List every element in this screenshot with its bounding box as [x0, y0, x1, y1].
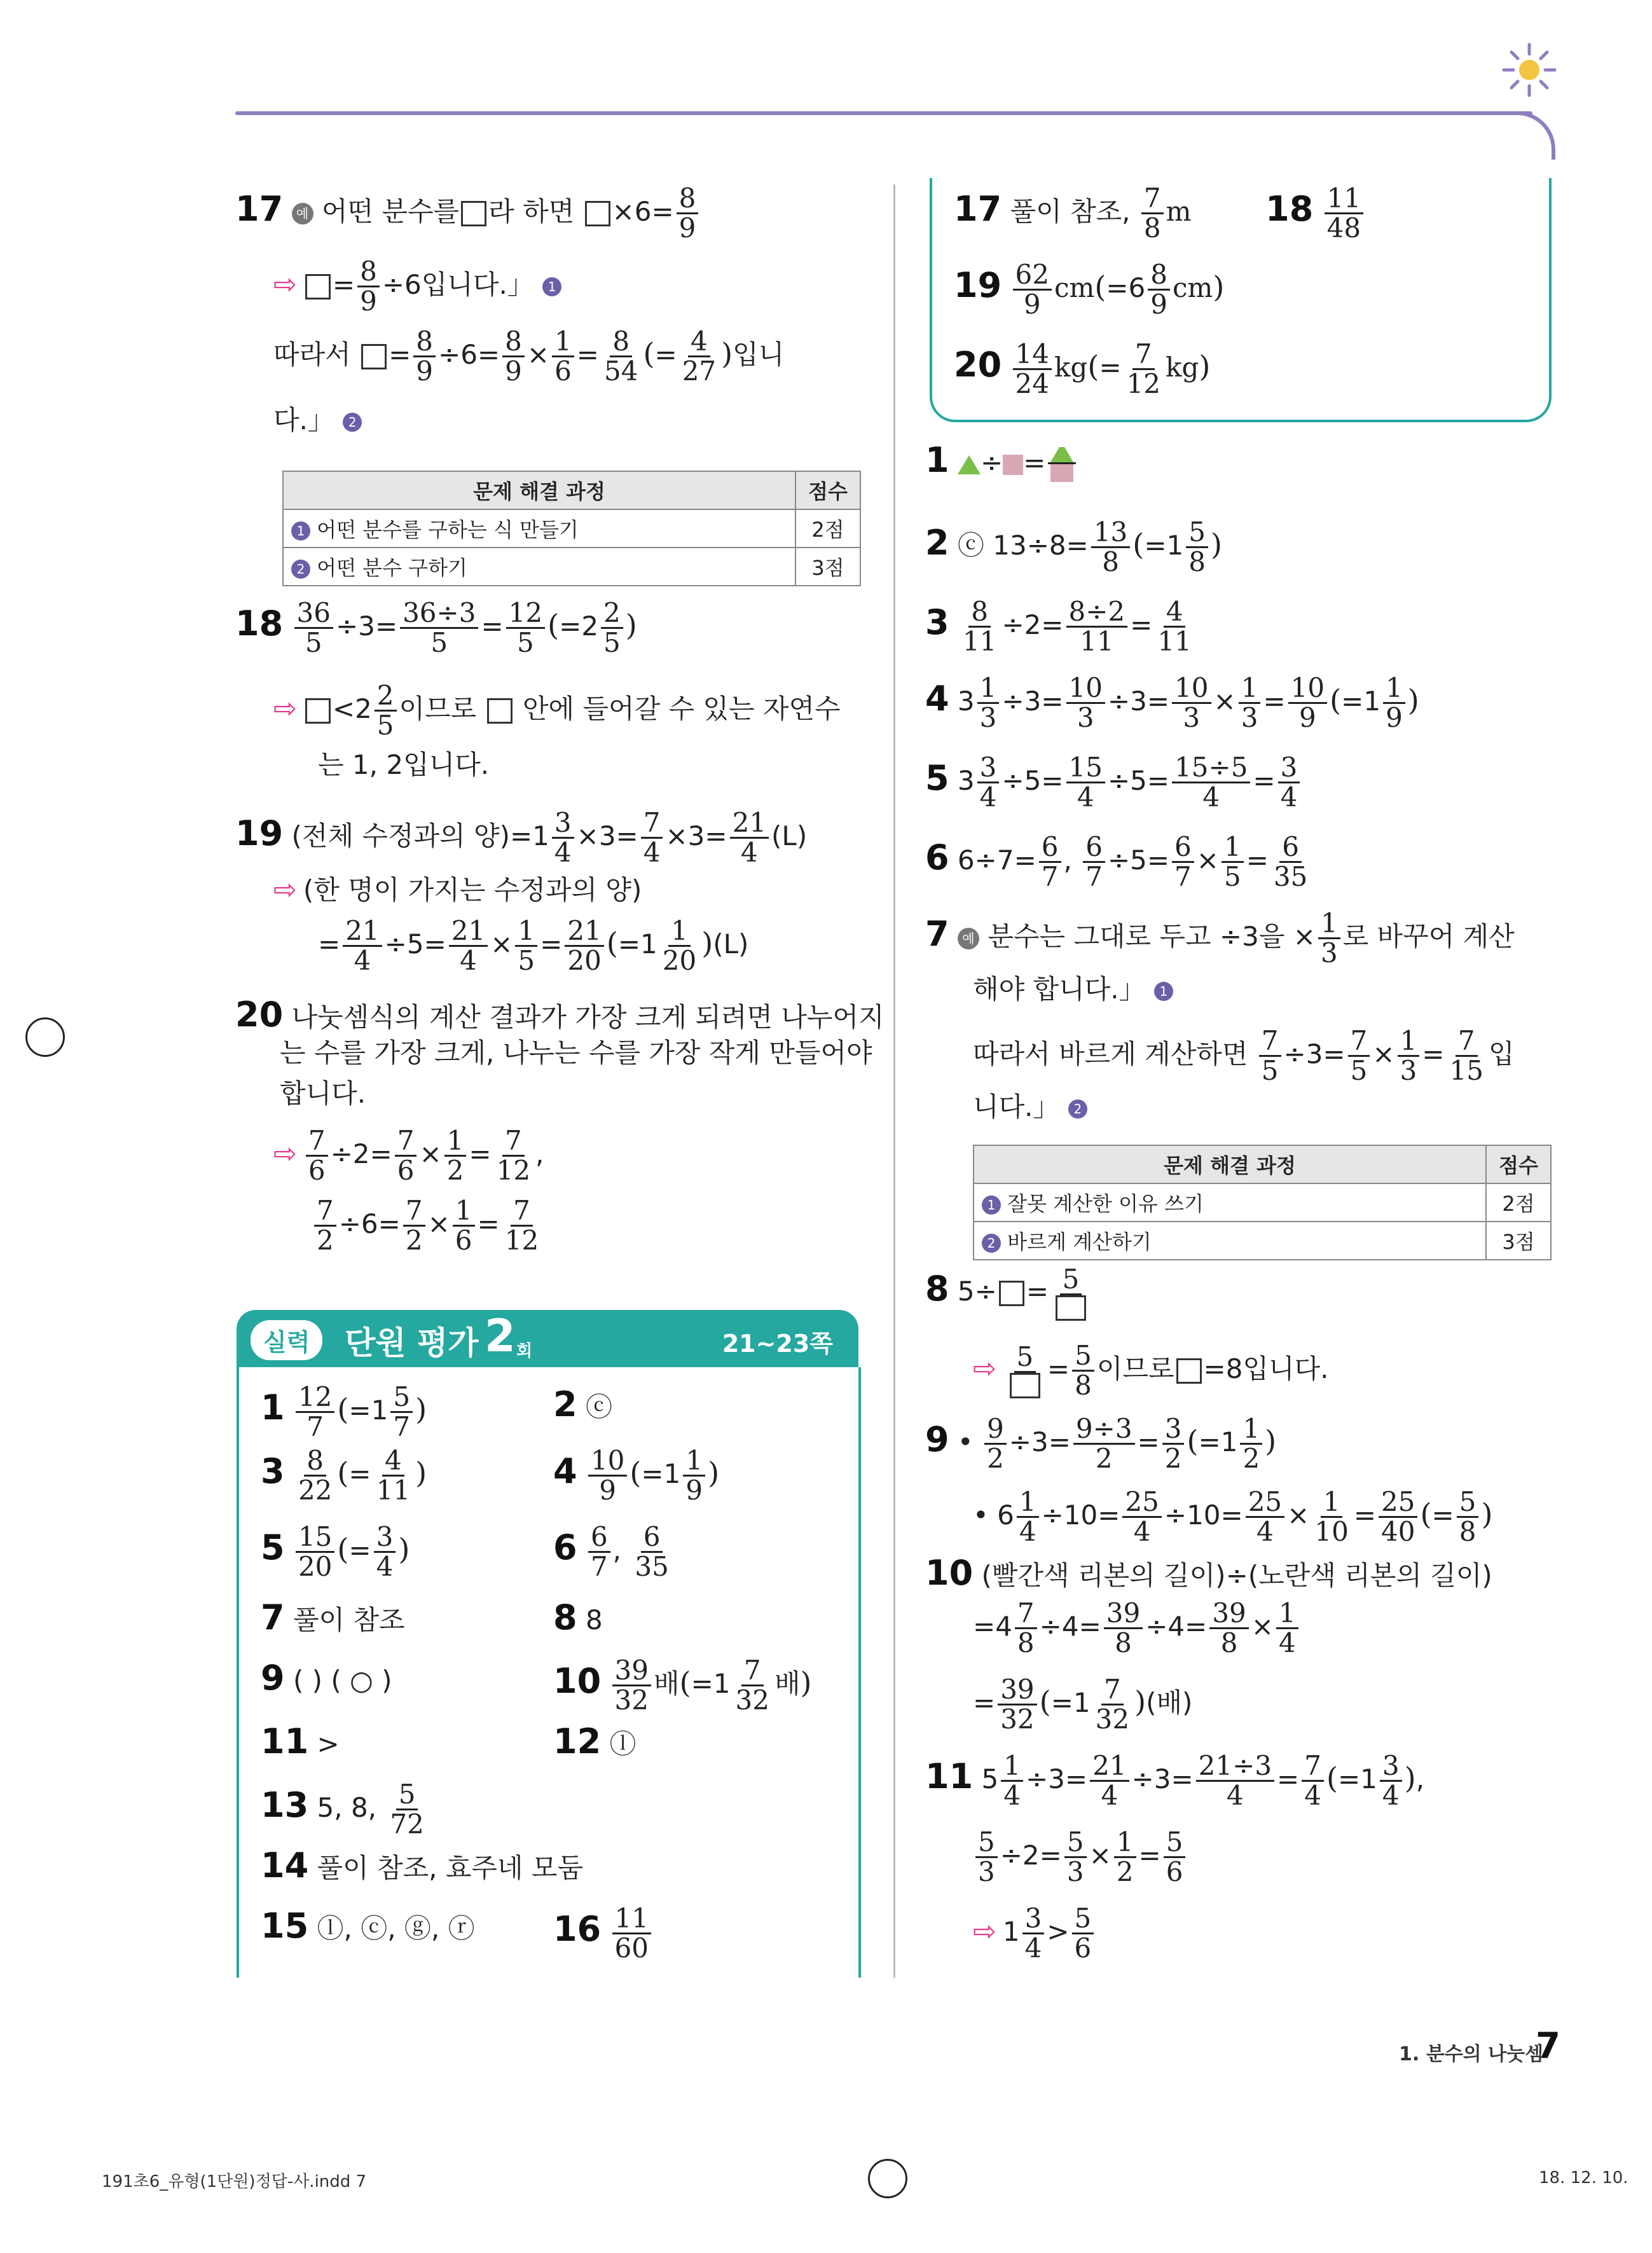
print-date: 18. 12. 10. — [1539, 2168, 1628, 2188]
q19: 19 (전체 수정과의 양)=1 $\frac{3}{4}$ ×3= $\frac{7}{4}$ ×3= $\frac{21}{4}$ (L) ⇨ (한 명이 가지는 수정과의 양) = $\frac{21}{4}$ ÷5= $\frac{21}{4}$ × $\frac{1}{5}$ = $\frac{21}{20}$ (=1 $\frac{1}{20}$ )(L) — [235, 807, 808, 977]
chapter-label: 1. 분수의 나눗셈 — [1399, 2043, 1544, 2065]
right-answers: 1 ÷ = 2 ⓒ 13÷8= $\frac{13}{8}$ (=1 $\frac{5}{8}$ ) 3 $\frac{8}{11}$ ÷2= $\frac{8\div 2}{11}$ = $\frac{4}{11}$ 4 3 $\frac{1}{3}$ ÷3= $\frac{10}{3}$ ÷3= $\frac{10}{3}$ × $\frac{1}{3}$ = $\frac{10}{9}$ (=1 $\frac{1}{9}$ ) 5 3 $\frac{3}{4}$ ÷5= $\frac{15}{4}$ ÷5= $\frac{15\div 5}{4}$ = $\frac{3}{4}$ 6 6÷7= $\frac{6}{7}$ , $\frac{6}{7}$ ÷5= $\frac{6}{7}$ × $\frac{1}{5}$ = $\frac{6}{35}$ 7 예 분수는 그대로 두고 ÷3을 × $\frac{1}{3}$ 로 바꾸어 계산 해야 합니다.」 1 따라서 바르게 계산하면 $\frac{7}{5}$ ÷3= $\frac{7}{5}$ × $\frac{1}{3}$ = $\frac{7}{15}$ 입 니다.」 2 — [925, 440, 1515, 1122]
left-column — [235, 172, 885, 1292]
q17-text: 어떤 분수를 — [321, 196, 460, 228]
eval-pages: 21~23쪽 — [722, 1330, 833, 1358]
square-shape — [1003, 455, 1023, 475]
crop-mark — [25, 1017, 65, 1057]
header-rule — [235, 111, 1532, 115]
crop-mark-bottom — [868, 2159, 907, 2198]
triangle-shape — [958, 455, 981, 474]
score-table-7: 문제 해결 과정 점수 1 잘못 계산한 이유 쓰기 2점 2 바르게 계산하기 3점 — [973, 1145, 1552, 1260]
q18: 18 $\frac{36}{5}$ ÷3= $\frac{36\div 3}{5}$ = $\frac{12}{5}$ (=2 $\frac{2}{5}$ ) ⇨ <2 $\frac{2}{5}$ 이므로 안에 들어갈 수 있는 자연수 는 1, 2입니다. — [235, 597, 841, 780]
unit-eval-header — [237, 1310, 858, 1367]
answer-box-content: 17 풀이 참조, $\frac{7}{8}$ m 18 $\frac{11}{48}$ 19 $\frac{62}{9}$ cm(=6 $\frac{8}{9}$ cm) 20 $\frac{14}{24}$ kg(= $\frac{7}{12}$ kg) — [954, 184, 1539, 417]
file-name: 191초6_유형(1단원)정답-사.indd 7 — [102, 2172, 367, 2191]
q17-text2: 라 하면 — [488, 196, 575, 228]
eval-answers-right: 2 ⓒ 4 $\frac{10}{9}$ (=1 $\frac{1}{9}$ ) 6 $\frac{6}{7}$ , $\frac{6}{35}$ 8 8 10 $\frac{39}{32}$ 배(=1 $\frac{7}{32}$ 배) 12 ⓛ 16 $\frac{11}{60}$ — [553, 1384, 812, 1964]
q17: 17 예 어떤 분수를 라 하면 ×6= $\frac{8}{9}$ ⇨ = $\frac{8}{9}$ ÷6입니다.」 1 따라서 = $\frac{8}{9}$ ÷6= $\frac{8}{9}$ × $\frac{1}{6}$ = $\frac{8}{54}$ (= $\frac{4}{27}$ )입니 다.」 2 — [235, 183, 785, 436]
blank-box — [461, 201, 486, 226]
eval-tag: 실력 — [251, 1320, 322, 1360]
q17-eq: ×6= — [612, 196, 674, 228]
arrow-icon: ⇨ — [273, 268, 297, 301]
eval-round-suffix: 회 — [516, 1342, 533, 1361]
q20: 20 나눗셈식의 계산 결과가 가장 크게 되려면 나누어지 는 수를 가장 크게, 나누는 수를 가장 작게 만들어야 합니다. ⇨ $\frac{7}{6}$ ÷2= $\frac{7}{6}$ × $\frac{1}{2}$ = $\frac{7}{12}$ , $\frac{7}{2}$ ÷6= $\frac{7}{2}$ × $\frac{1}{6}$ = $\frac{7}{12}$ — [235, 995, 885, 1257]
fraction: $\frac{8}{9}$ — [677, 184, 699, 242]
score-table-17: 문제 해결 과정 점수 1 어떤 분수를 구하는 식 만들기 2점 2 어떤 분수 구하기 3점 — [282, 471, 861, 586]
right-answers-2: 8 5÷ = 5 ⇨ 5 = $\frac{5}{8}$ 이므로 =8입니다. 9 • $\frac{9}{2}$ ÷3= $\frac{9\div 3}{2}$ = $\frac{3}{2}$ (=1 $\frac{1}{2}$ ) • 6 $\frac{1}{4}$ ÷10= $\frac{25}{4}$ ÷10= $\frac{25}{4}$ × $\frac{1}{10}$ = $\frac{25}{40}$ (= $\frac{5}{8}$ ) 10 (빨간색 리본의 길이)÷(노란색 리본의 길이) =4 $\frac{7}{8}$ ÷4= $\frac{39}{8}$ ÷4= $\frac{39}{8}$ × $\frac{1}{4}$ = $\frac{39}{32}$ (=1 $\frac{7}{32}$ )(배) 11 5 $\frac{1}{4}$ ÷3= $\frac{21}{4}$ ÷3= $\frac{21\div 3}{4}$ = $\frac{7}{4}$ (=1 $\frac{3}{4}$ ), $\frac{5}{3}$ ÷2= $\frac{5}{3}$ × $\frac{1}{2}$ = $\frac{5}{6}$ ⇨ 1 $\frac{3}{4}$ > $\frac{5}{6}$ — [925, 1264, 1493, 1964]
example-tag: 예 — [292, 203, 313, 224]
sun-icon — [1501, 41, 1558, 99]
step-1-marker: 1 — [542, 277, 561, 296]
q17-number: 17 — [235, 189, 284, 230]
eval-answers-left: 1 $\frac{12}{7}$ (=1 $\frac{5}{7}$ ) 3 $\frac{8}{22}$ (= $\frac{4}{11}$ ) 5 $\frac{15}{20}$ (= $\frac{3}{4}$ ) 7 풀이 참조 9 ( ) ( ○ ) 11 > 13 5, 8, $\frac{5}{72}$ 14 풀이 참조, 효주네 모둠 15 ⓛ, ⓒ, ⓖ, ⓡ — [261, 1381, 584, 1946]
step-2-marker: 2 — [343, 413, 362, 432]
page-number: 7 — [1536, 2025, 1560, 2067]
eval-round: 2 — [485, 1310, 516, 1362]
eval-title: 단원 평가 — [345, 1325, 479, 1361]
header-rule-curve — [1488, 111, 1555, 160]
column-divider — [893, 184, 895, 1978]
blank-box — [305, 274, 331, 300]
blank-box — [585, 201, 610, 226]
